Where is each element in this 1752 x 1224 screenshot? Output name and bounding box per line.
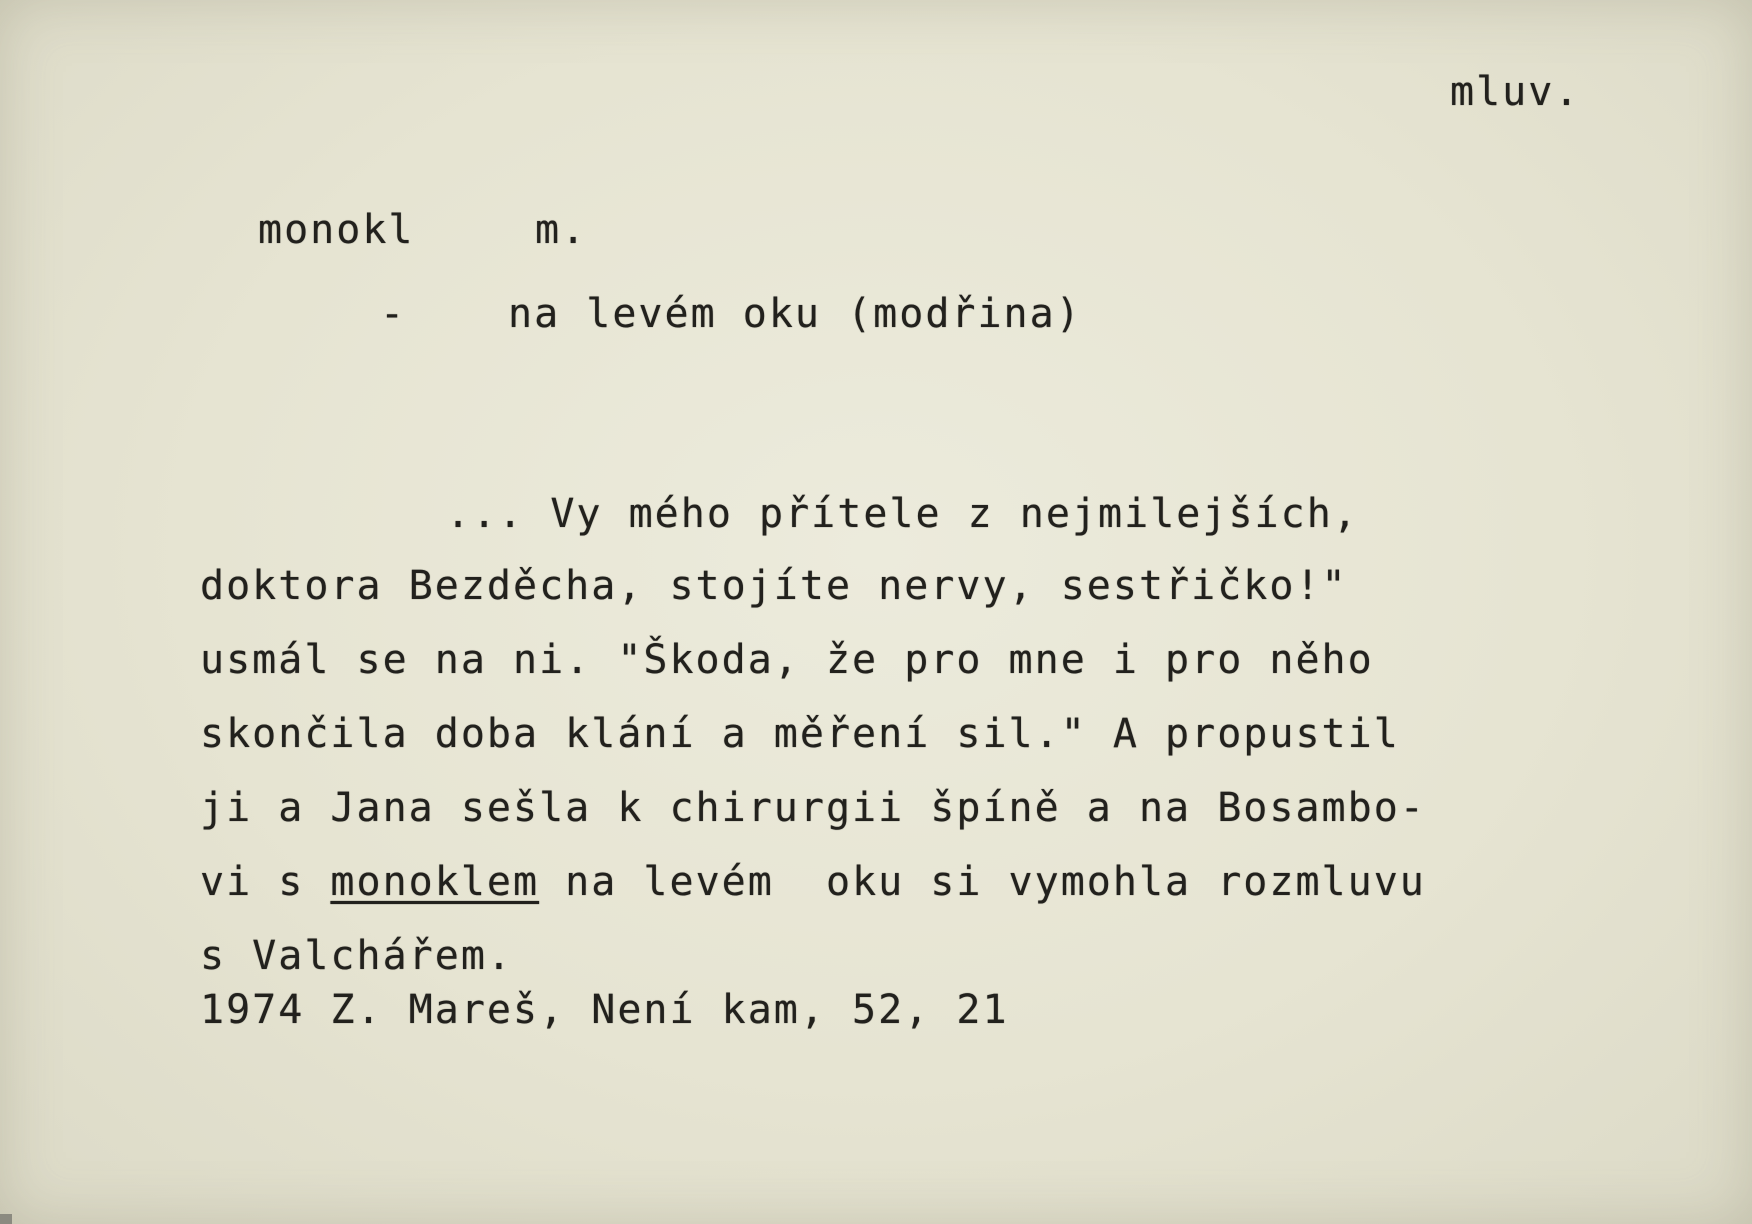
source-citation: 1974 Z. Mareš, Není kam, 52, 21 (200, 987, 1009, 1033)
quote-line-6-end: na levém oku si vymohla rozmluvu (539, 859, 1426, 905)
quote-line-6-start: vi s (200, 859, 331, 905)
quote-line-3: usmál se na ni. "Škoda, že pro mne i pro něho (200, 637, 1374, 683)
quote-line-6 (200, 859, 1426, 905)
quote-line-1: ... Vy mého přítele z nejmilejších, (446, 491, 1359, 537)
grammar-label: m. (535, 207, 588, 253)
headword: monokl (258, 207, 415, 253)
quote-line-7: s Valchářem. (200, 933, 513, 979)
style-label: mluv. (1450, 69, 1581, 115)
quote-line-2: doktora Bezděcha, stojíte nervy, sestřičko!" (200, 563, 1348, 609)
quote-line-4: skončila doba klání a měření sil." A propustil (200, 711, 1400, 757)
quote-line-5: ji a Jana sešla k chirurgii špíně a na Bosambo- (200, 785, 1426, 831)
definition-dash: - (380, 291, 407, 337)
underlined-headword-occurrence: monoklem (330, 859, 540, 905)
definition: na levém oku (modřina) (508, 291, 1082, 337)
scan-corner-mark (0, 1214, 12, 1224)
